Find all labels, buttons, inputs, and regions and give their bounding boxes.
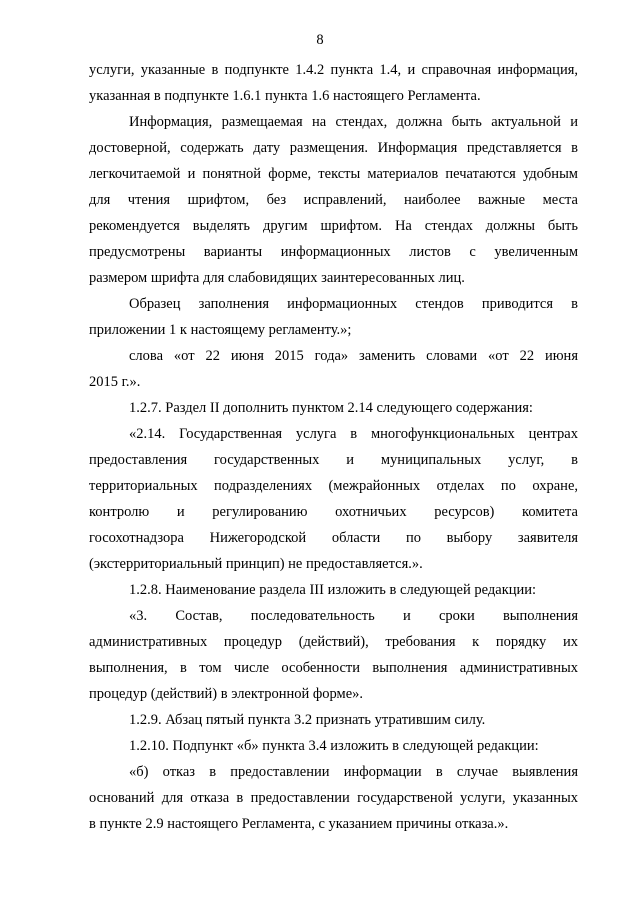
text-line: услуги, указанные в подпункте 1.4.2 пункта 1.4, и справочная информация,	[89, 62, 578, 78]
text-line: в пункте 2.9 настоящего Регламента, с указанием причины отказа.».	[89, 816, 509, 832]
text-line: размером шрифта для слабовидящих заинтересованных лиц.	[89, 270, 465, 286]
text-line: 1.2.10. Подпункт «б» пункта 3.4 изложить в следующей редакции:	[129, 738, 539, 754]
paragraph	[89, 603, 578, 707]
text-line: территориальных подразделениях (межрайонных отделах по охране,	[89, 478, 578, 494]
text-line: рекомендуется выделять другим шрифтом. На стендах должны быть	[89, 218, 578, 234]
text-line: «б) отказ в предоставлении информации в случае выявления	[129, 764, 578, 780]
text-line: Образец заполнения информационных стендов приводится в	[129, 296, 578, 312]
paragraph	[89, 707, 578, 733]
text-line: оснований для отказа в предоставлении государственой услуги, указанных	[89, 790, 578, 806]
text-line: предусмотрены варианты информационных листов с увеличенным	[89, 244, 578, 260]
text-line: 1.2.9. Абзац пятый пункта 3.2 признать утратившим силу.	[129, 712, 486, 728]
paragraph	[89, 343, 578, 395]
paragraph	[89, 57, 578, 109]
text-line: выполнения, в том числе особенности выполнения административных	[89, 660, 578, 676]
text-line: процедур (действий) в электронной форме».	[89, 686, 364, 702]
text-line: 2015 г.».	[89, 374, 141, 390]
text-line: госохотнадзора Нижегородской области по выбору заявителя	[89, 530, 578, 546]
paragraph	[89, 109, 578, 291]
paragraph	[89, 759, 578, 837]
text-line: административных процедур (действий), требования к порядку их	[89, 634, 578, 650]
paragraph	[89, 395, 578, 421]
text-line: предоставления государственных и муниципальных услуг, в	[89, 452, 578, 468]
text-line: «2.14. Государственная услуга в многофункциональных центрах	[129, 426, 578, 442]
document-body	[89, 57, 578, 837]
paragraph	[89, 291, 578, 343]
text-line: 1.2.7. Раздел II дополнить пунктом 2.14 следующего содержания:	[129, 400, 533, 416]
text-line: 1.2.8. Наименование раздела III изложить в следующей редакции:	[129, 582, 537, 598]
text-line: «3. Состав, последовательность и сроки выполнения	[129, 608, 578, 624]
text-line: контролю и регулированию охотничьих ресурсов) комитета	[89, 504, 578, 520]
text-line: (экстерриториальный принцип) не предоставляется.».	[89, 556, 423, 572]
text-line: указанная в подпункте 1.6.1 пункта 1.6 настоящего Регламента.	[89, 88, 481, 104]
text-line: легкочитаемой и понятной форме, тексты материалов печатаются удобным	[89, 166, 578, 182]
text-line: слова «от 22 июня 2015 года» заменить словами «от 22 июня	[129, 348, 578, 364]
text-line: приложении 1 к настоящему регламенту.»;	[89, 322, 352, 338]
paragraph	[89, 733, 578, 759]
text-line: Информация, размещаемая на стендах, должна быть актуальной и	[129, 114, 578, 130]
paragraph	[89, 577, 578, 603]
text-line: достоверной, содержать дату размещения. Информация представляется в	[89, 140, 578, 156]
paragraph	[89, 421, 578, 577]
page-number: 8	[316, 32, 324, 48]
text-line: для чтения шрифтом, без исправлений, наиболее важные места	[89, 192, 578, 208]
